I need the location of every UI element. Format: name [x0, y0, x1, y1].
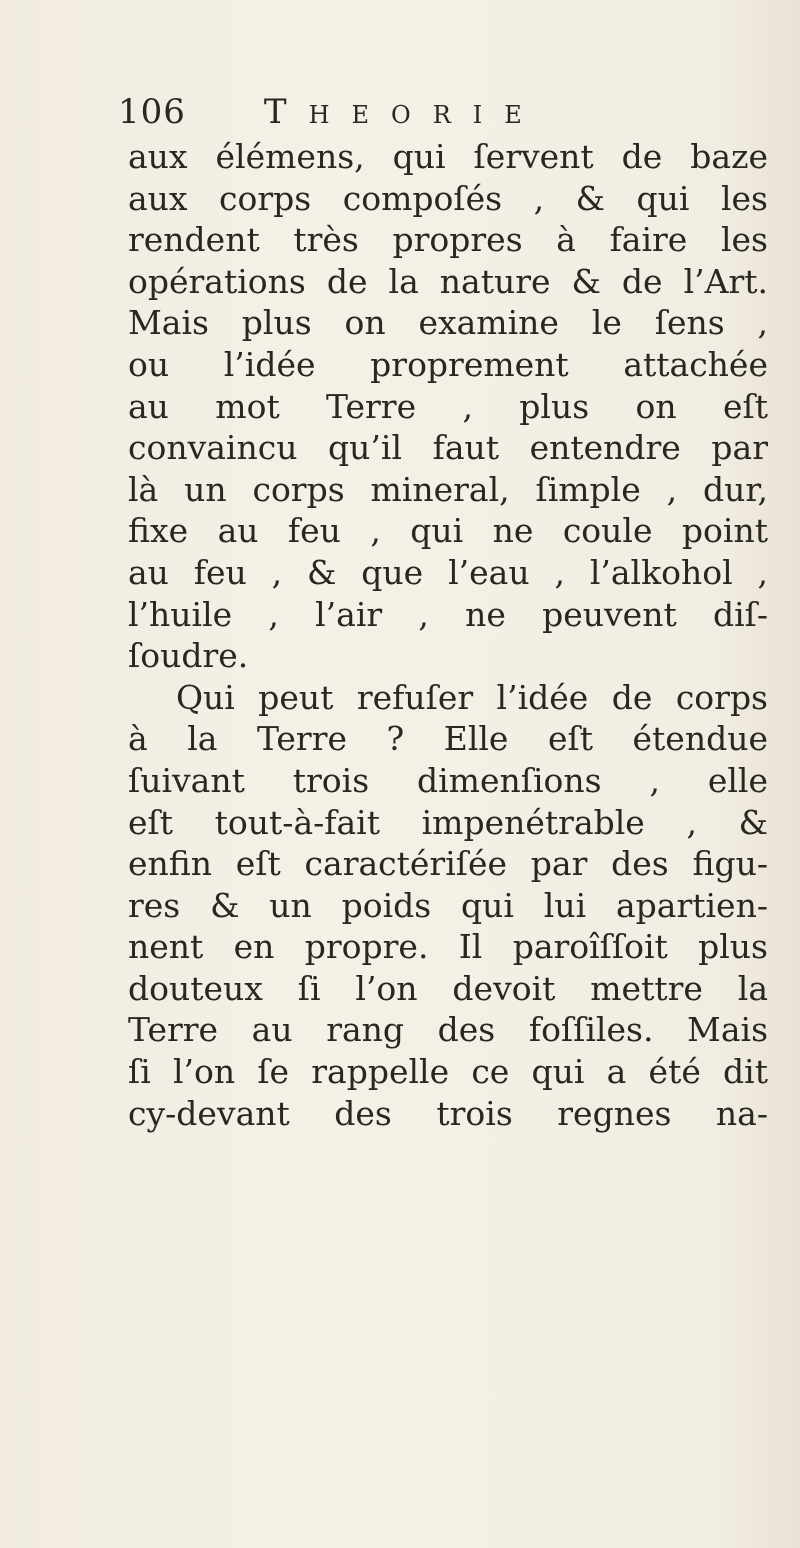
text-line: aux élémens, qui ſervent de baze [128, 137, 768, 176]
text-line: ſoudre. [128, 636, 249, 676]
body-text [128, 136, 768, 1134]
text-line: ſuivant trois dimenſions , elle [128, 760, 768, 800]
text-line: Terre au rang des foſſiles. Mais [128, 1010, 768, 1050]
text-line: ou l’idée proprement attachée [128, 344, 768, 384]
text-line: l’huile , l’air , ne peuvent diſ- [128, 594, 768, 634]
page-header [118, 92, 544, 136]
text-line: Qui peut refuſer l’idée de corps [176, 677, 768, 717]
text-line: res & un poids qui lui apartien- [128, 885, 768, 925]
text-line: à la Terre ? Elle eſt étendue [128, 719, 768, 759]
text-line: fixe au feu , qui ne coule point [128, 511, 768, 551]
text-line: là un corps mineral, ſimple , dur, [128, 469, 768, 509]
text-line: au feu , & que l’eau , l’alkohol , [128, 552, 768, 592]
running-title: Theorie [263, 92, 544, 132]
text-line: cy-devant des trois regnes na- [128, 1093, 768, 1133]
text-line: douteux ſi l’on devoit mettre la [128, 968, 768, 1008]
text-line: opérations de la nature & de l’Art. [128, 261, 768, 301]
text-line: rendent très propres à faire les [128, 220, 768, 260]
text-line: au mot Terre , plus on eſt [128, 386, 768, 426]
text-line: convaincu qu’il faut entendre par [128, 428, 768, 468]
text-line: eſt tout-à-fait impenétrable , & [128, 802, 768, 842]
text-line: aux corps compoſés , & qui les [128, 178, 768, 218]
text-line: nent en propre. Il paroîſſoit plus [128, 927, 768, 967]
text-line: ſi l’on ſe rappelle ce qui a été dit [128, 1052, 768, 1092]
text-line: Mais plus on examine le ſens , [128, 303, 768, 343]
page-number: 106 [118, 92, 186, 132]
text-line: enfin eſt caractériſée par des figu- [128, 844, 768, 884]
